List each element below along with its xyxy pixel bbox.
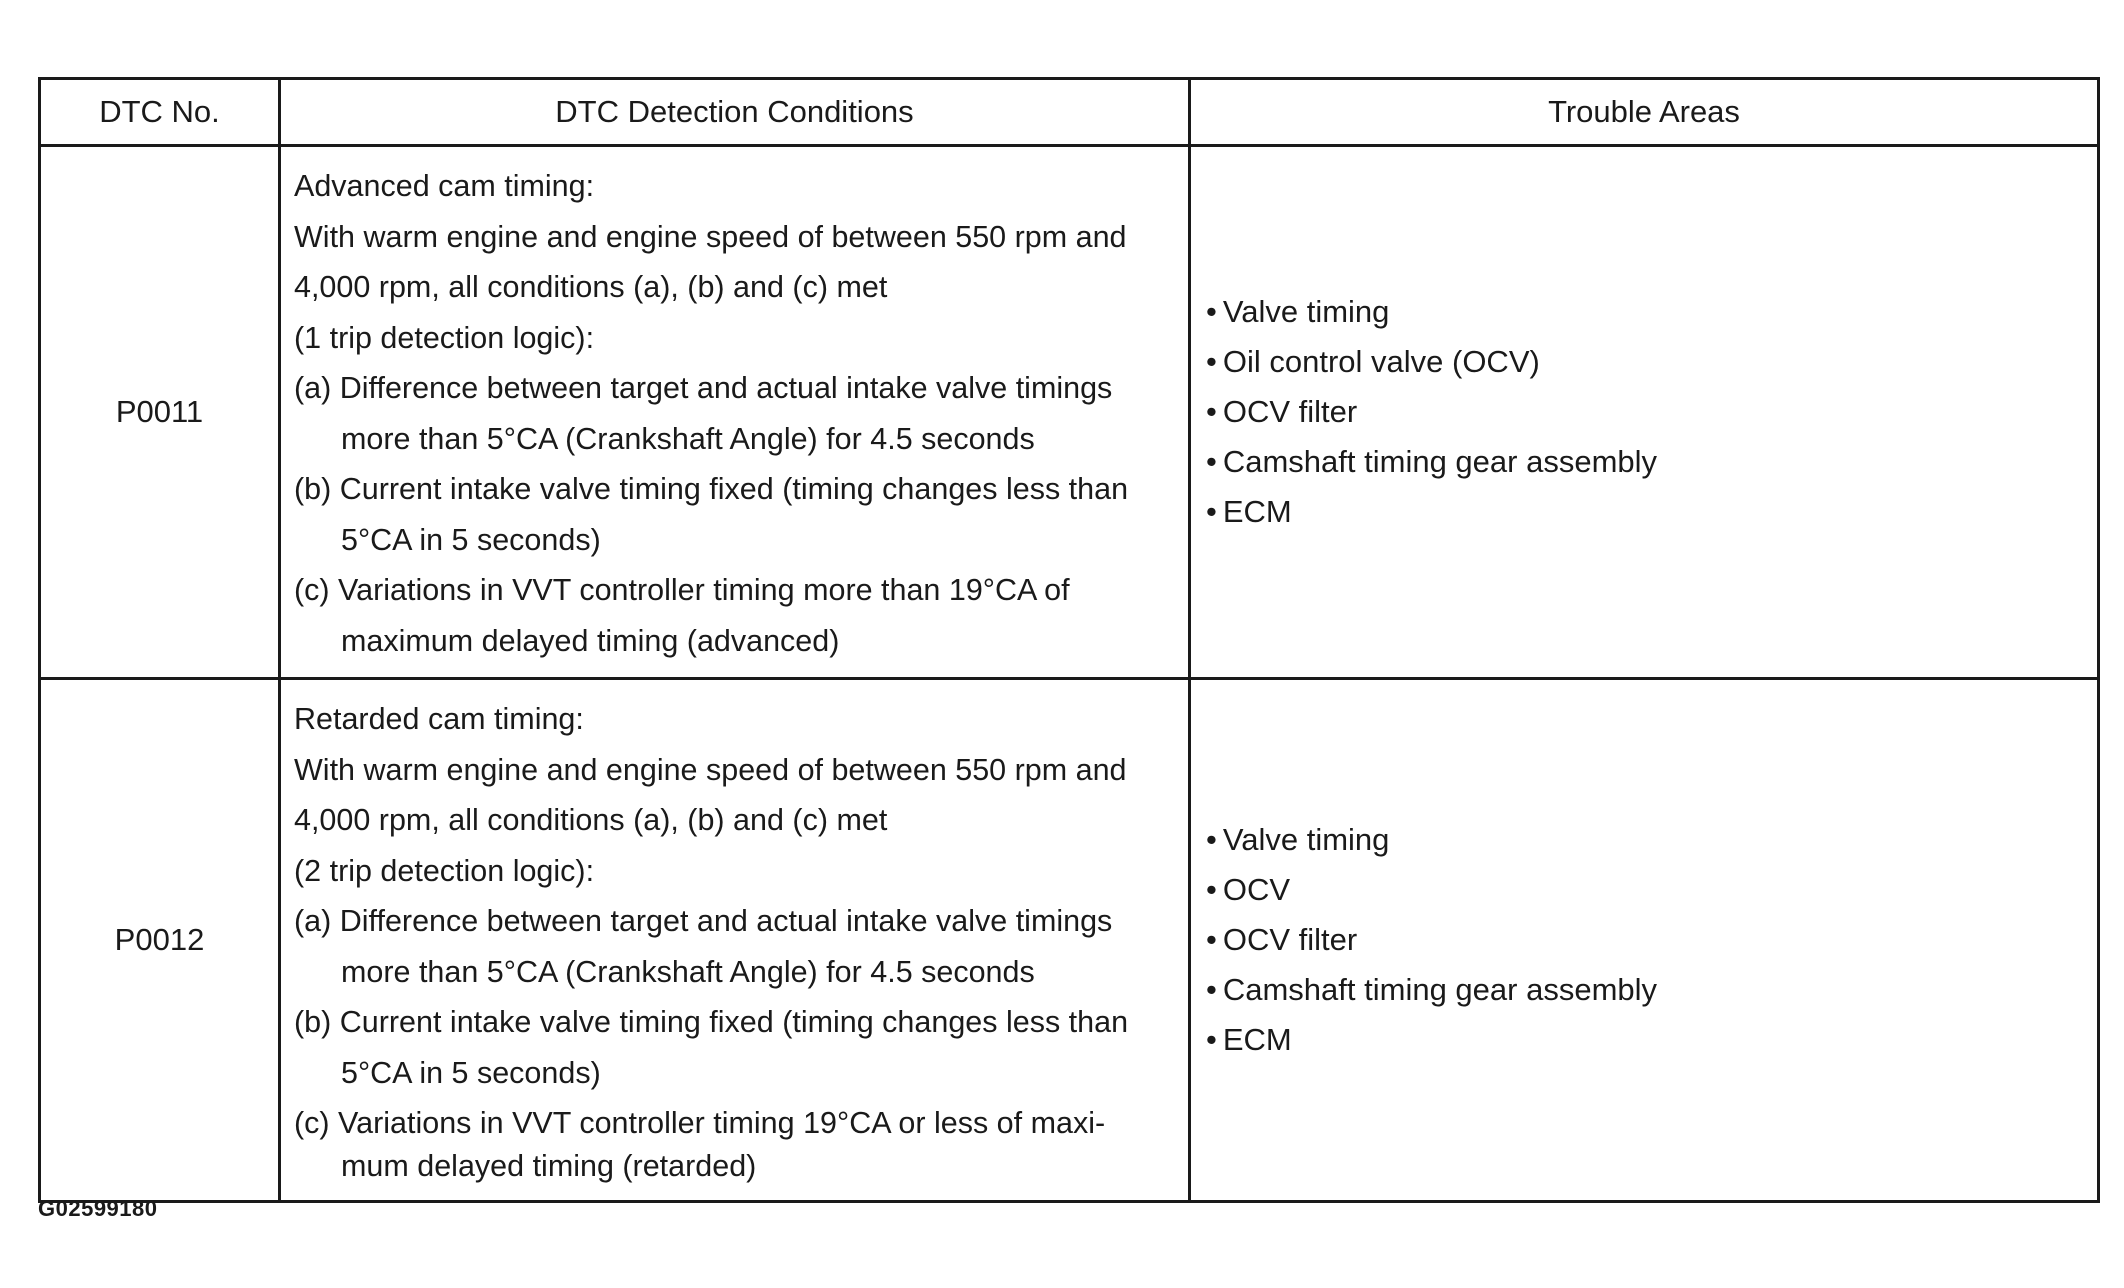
table-header-row	[40, 79, 2099, 146]
condition-item-b-first: (b) Current intake valve timing fixed (timing changes less than	[294, 1005, 1129, 1039]
trouble-area-item: • Camshaft timing gear assembly	[1206, 965, 2097, 1015]
condition-line: 4,000 rpm, all conditions (a), (b) and (c) met	[294, 803, 888, 837]
condition-item-c-cont: maximum delayed timing (advanced)	[341, 623, 840, 658]
condition-item-a-cont: more than 5°CA (Crankshaft Angle) for 4.5 seconds	[341, 421, 1035, 456]
condition-title: Advanced cam timing:	[294, 169, 595, 203]
table-row	[40, 679, 2099, 1202]
condition-item-b-first: (b) Current intake valve timing fixed (timing changes less than	[294, 472, 1129, 506]
header-trouble-areas: Trouble Areas	[1190, 79, 2099, 146]
condition-item-c	[294, 1098, 1178, 1183]
table-row	[40, 146, 2099, 679]
trouble-area-item: • OCV	[1206, 865, 2097, 915]
condition-item-a-first: (a) Difference between target and actual intake valve timings	[294, 904, 1113, 938]
condition-line: With warm engine and engine speed of between 550 rpm and	[294, 219, 1127, 254]
condition-item-c	[294, 565, 1178, 666]
trouble-area-item: • Camshaft timing gear assembly	[1206, 437, 2097, 487]
detection-conditions-cell	[280, 146, 1190, 679]
condition-title: Retarded cam timing:	[294, 702, 584, 736]
trouble-area-item: • ECM	[1206, 487, 2097, 537]
header-detection-conditions: DTC Detection Conditions	[280, 79, 1190, 146]
dtc-code: P0011	[40, 146, 280, 679]
trouble-areas-cell	[1190, 146, 2099, 679]
condition-item-c-first: (c) Variations in VVT controller timing 19°CA or less of maxi-	[294, 1106, 1106, 1140]
trouble-area-item: • Valve timing	[1206, 815, 2097, 865]
trouble-areas-list	[1206, 287, 2097, 537]
condition-item-b-cont: 5°CA in 5 seconds)	[341, 522, 601, 557]
condition-item-a	[294, 896, 1178, 997]
condition-item-a-first: (a) Difference between target and actual intake valve timings	[294, 371, 1113, 405]
condition-item-c-first: (c) Variations in VVT controller timing more than 19°CA of	[294, 573, 1070, 607]
trouble-area-item: • Valve timing	[1206, 287, 2097, 337]
condition-item-b-cont: 5°CA in 5 seconds)	[341, 1055, 601, 1090]
trouble-areas-cell	[1190, 679, 2099, 1202]
detection-conditions-cell	[280, 679, 1190, 1202]
dtc-code: P0012	[40, 679, 280, 1202]
dtc-table	[38, 77, 2100, 1203]
trouble-area-item: • OCV filter	[1206, 915, 2097, 965]
condition-line: 4,000 rpm, all conditions (a), (b) and (c) met	[294, 270, 888, 304]
condition-line: (2 trip detection logic):	[294, 853, 595, 888]
trouble-areas-list	[1206, 815, 2097, 1065]
trouble-area-item: • Oil control valve (OCV)	[1206, 337, 2097, 387]
condition-line: (1 trip detection logic):	[294, 320, 595, 355]
trouble-area-item: • ECM	[1206, 1015, 2097, 1065]
condition-item-b	[294, 464, 1178, 565]
figure-id: G02599180	[38, 1196, 158, 1221]
condition-item-a	[294, 363, 1178, 464]
header-dtc-no: DTC No.	[40, 79, 280, 146]
condition-line: With warm engine and engine speed of between 550 rpm and	[294, 752, 1127, 787]
condition-item-a-cont: more than 5°CA (Crankshaft Angle) for 4.5 seconds	[341, 954, 1035, 989]
trouble-area-item: • OCV filter	[1206, 387, 2097, 437]
condition-item-c-cont: mum delayed timing (retarded)	[341, 1148, 757, 1183]
condition-item-b	[294, 997, 1178, 1098]
